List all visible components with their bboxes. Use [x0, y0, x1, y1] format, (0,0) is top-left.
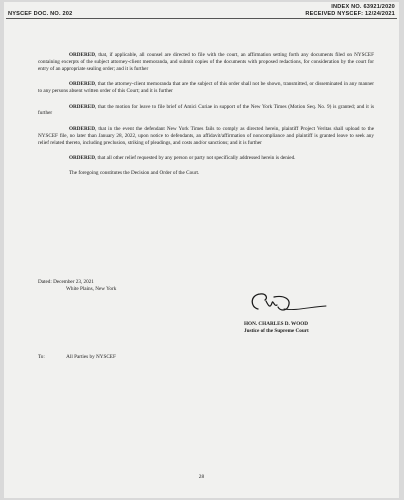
- header-rule: [6, 18, 397, 19]
- paragraph-lead: ORDERED: [69, 52, 95, 58]
- closing-paragraph: [38, 170, 374, 177]
- index-number: INDEX NO. 63921/2020: [331, 4, 395, 10]
- to-value: All Parties by NYSCEF: [66, 354, 116, 360]
- to-block: [38, 354, 116, 361]
- paragraph-lead: ORDERED: [69, 155, 95, 162]
- dated-date: December 23, 2021: [53, 279, 94, 285]
- order-paragraph: [38, 155, 374, 162]
- document-page: [4, 2, 399, 498]
- paragraph-text: , that all other relief requested by any person or party not specifically addressed herein is denied.: [94, 155, 296, 162]
- paragraph-lead: ORDERED: [69, 81, 95, 88]
- order-paragraph: [38, 104, 374, 118]
- dated-label: Dated:: [38, 279, 52, 285]
- dated-location: White Plains, New York: [66, 286, 117, 292]
- received-date: RECEIVED NYSCEF: 12/24/2021: [305, 11, 395, 17]
- paragraph-text: , that the attorney-client memoranda that are the subject of this order shall not be shown, transmitted, or disseminated in any manner to any persons absent written order of this Court; and it is further: [38, 81, 374, 95]
- paragraph-text: , that the motion for leave to file brief of Amici Curiae in support of the New York Times (Motion Seq. No. 9) is granted; and it is further: [38, 103, 374, 117]
- doc-number: NYSCEF DOC. NO. 202: [8, 11, 73, 17]
- page-number: 28: [198, 474, 205, 480]
- order-paragraph: [38, 126, 374, 147]
- paragraph-text: , that in the event the defendant New York Times fails to comply as directed herein, plaintiff Project Veritas shall upload to the NYSCEF file, no later than January 28, 2022, upon notice to defendants, an affidavit/affirmation of noncompliance and plaintiff is granted leave to seek any relief related thereto, including preclusion, striking of pleadings, and costs and/or sanctions; and it is further: [38, 125, 374, 146]
- paragraph-text: The foregoing constitutes the Decision and Order of the Court.: [69, 170, 200, 177]
- to-label: To:: [38, 354, 45, 360]
- order-body: [38, 52, 374, 186]
- signature-icon: [244, 289, 334, 317]
- paragraph-lead: ORDERED: [69, 125, 95, 132]
- order-paragraph: [38, 52, 374, 73]
- dated-block: [38, 279, 116, 293]
- judge-block: [244, 321, 309, 335]
- paragraph-lead: ORDERED: [69, 103, 95, 110]
- order-paragraph: [38, 81, 374, 95]
- judge-name: HON. CHARLES D. WOOD: [244, 321, 309, 327]
- judge-title: Justice of the Supreme Court: [244, 328, 309, 334]
- paragraph-text: , that, if applicable, all counsel are directed to file with the court, an affirmation setting forth any documents filed on NYSCEF containing excerpts of the subject attorney-client memoranda, and submit copies of the documents with proposed redactions, for consideration by the court for entry of an appropriate sealing order; and it is further: [38, 52, 374, 72]
